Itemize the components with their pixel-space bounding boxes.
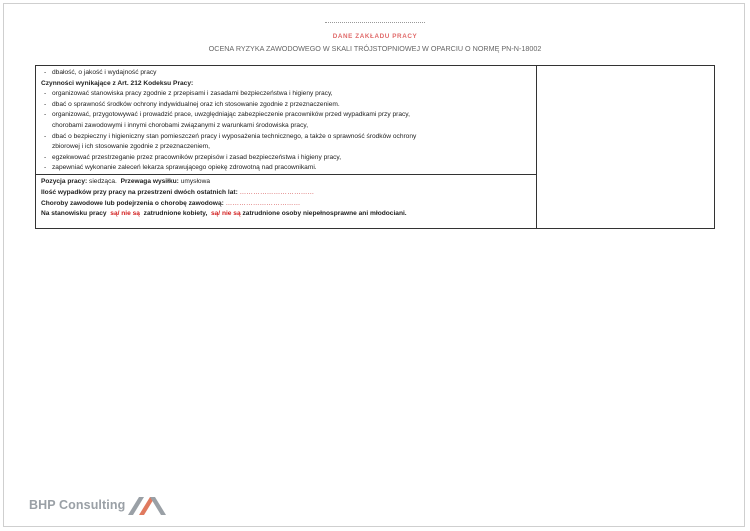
list-item: - dbać o sprawność środków ochrony indywidualnej oraz ich stosowanie zgodnie z przeznaczeniem. — [44, 100, 340, 108]
list-item: - zapewniać wykonanie zaleceń lekarza sprawującego opiekę zdrowotną nad pracownikami. — [44, 164, 317, 172]
list-item: - organizować stanowiska pracy zgodnie z przepisami i zasadami bezpieczeństwa i higieny pracy, — [44, 90, 333, 98]
accidents-line: Ilość wypadków przy pracy na przestrzeni dwóch ostatnich lat: …………………………… — [41, 188, 315, 196]
duties-cell — [36, 66, 537, 175]
position-line: Pozycja pracy: siedząca. Przewaga wysiłku: umysłowa — [41, 178, 211, 185]
risk-assessment-table — [35, 65, 715, 229]
company-logo — [29, 494, 166, 516]
list-item: - dbać o bezpieczny i higieniczny stan pomieszczeń pracy i wyposażenia technicznego, a także o sprawność środków ochrony — [44, 132, 417, 140]
assessment-cell — [537, 66, 715, 229]
logo-text: BHP Consulting — [29, 498, 126, 512]
conditions-cell — [36, 175, 537, 229]
diseases-line: Choroby zawodowe lub podejrzenia o chorobę zawodową: …………………………… — [41, 199, 301, 207]
employment-line: Na stanowisku pracy są/ nie są zatrudnione kobiety, są/ nie są zatrudnione osoby niepełnosprawne ani młodociani. — [41, 210, 407, 218]
list-item: - egzekwować przestrzeganie przez pracowników przepisów i zasad bezpieczeństwa i higieny pracy, — [44, 153, 342, 161]
document-title: OCENA RYZYKA ZAWODOWEGO W SKALI TRÓJSTOPNIOWEJ W OPARCIU O NORMĘ PN-N-18002 — [208, 44, 542, 53]
company-name: DANE ZAKŁADU PRACY — [332, 33, 418, 40]
logo-mountain-icon — [128, 495, 166, 515]
list-item: chorobami zawodowymi i innymi chorobami związanymi z warunkami środowiska pracy, — [52, 121, 309, 129]
duties-heading: Czynności wynikające z Art. 212 Kodeksu Pracy: — [41, 79, 194, 87]
duties-list — [41, 89, 531, 174]
list-item: - dbałość, o jakość i wydajność pracy — [44, 69, 157, 76]
list-item: zbiorowej i ich stosowanie zgodnie z przeznaczeniem, — [52, 143, 210, 151]
header-rule — [325, 22, 425, 23]
list-item: - organizować, przygotowywać i prowadzić prace, uwzględniając zabezpieczenie pracowników przed wypadkami przy pracy, — [44, 111, 410, 119]
